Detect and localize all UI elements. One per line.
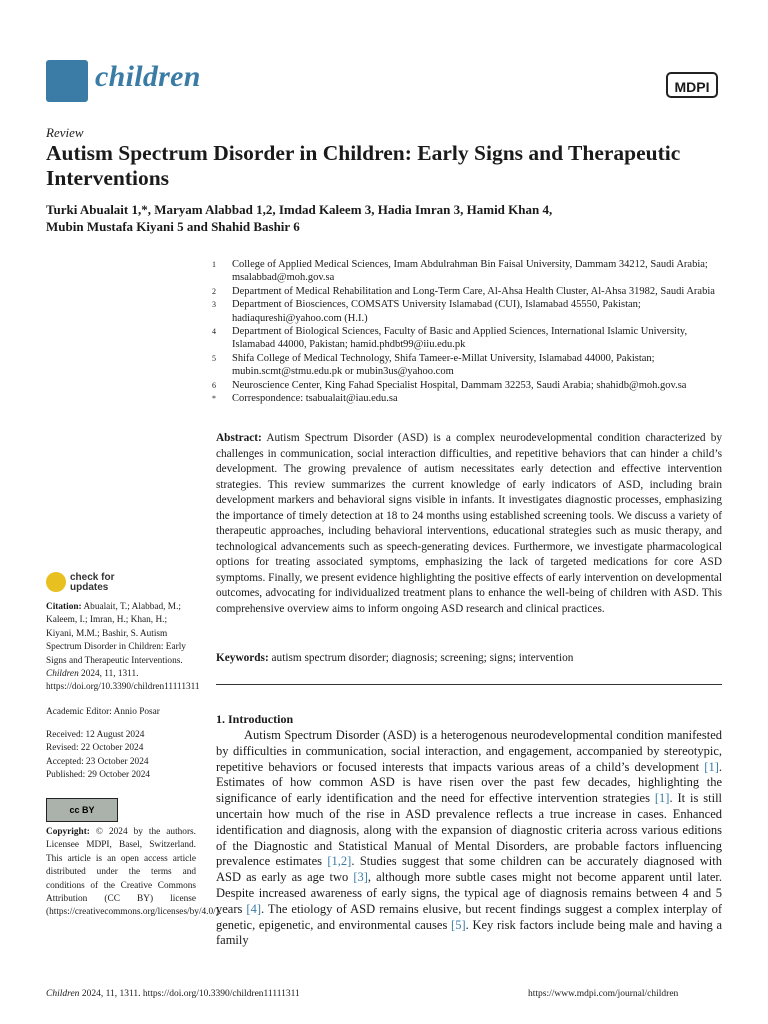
journal-logo-icon	[46, 60, 88, 102]
article-type: Review	[46, 125, 84, 140]
affiliation-item: 4 Department of Biological Sciences, Faculty of Basic and Applied Sciences, International Islamic University, Islamabad 44000, Pakistan; hamid.phdbt99@iiu.edu.pk	[212, 326, 688, 351]
citation-link[interactable]: [1,2]	[327, 854, 352, 869]
citation-link[interactable]: [4]	[246, 901, 261, 916]
author-list	[46, 201, 726, 235]
journal-name: children	[95, 60, 201, 93]
abstract-label: Abstract:	[216, 432, 262, 444]
affiliations	[212, 258, 722, 405]
publisher-logo: MDPI	[666, 72, 718, 98]
copyright-label: Copyright:	[46, 827, 90, 837]
section-heading: 1. Introduction	[216, 712, 294, 726]
keywords	[216, 652, 722, 664]
abstract-text: Autism Spectrum Disorder (ASD) is a complex neurodevelopmental condition characterized by challenges in communication, social interaction difficulties, and repetitive behaviors that can hinder a child’s development. The growing prevalence of autism necessitates early detection and effective intervention strategies. This review summarizes the current knowledge of early indicators of ASD, including brain development markers and behavioral signs visible in infants. It investigates diagnostic processes, emphasizing the importance of timely detection at 18 to 24 months using established screening tools. We discuss a variety of therapeutic approaches, including behavioral interventions, educational strategies such as music therapy, and technological advancements such as speech-generating devices. Furthermore, we investigate pharmacological options for treating associated symptoms, emphasizing the lack of targeted medications for core ASD symptoms. Finally, we present evidence highlighting the positive effects of early intervention on developmental outcomes, advocating for individualized treatment plans to enhance the well-being of children with ASD. This comprehensive overview aims to inform ongoing ASD research and clinical practices.	[216, 432, 723, 615]
date-received: Received: 12 August 2024	[46, 730, 145, 740]
cc-license-icon[interactable]: cc BY	[46, 798, 118, 822]
citation-link[interactable]: [5]	[451, 917, 466, 932]
affiliation-item: 3 Department of Biosciences, COMSATS University Islamabad (CUI), Islamabad 45550, Pakistan; hadiaqureshi@yahoo.com (H.I.)	[212, 299, 641, 324]
affiliation-item: 6 Neuroscience Center, King Fahad Specialist Hospital, Dammam 32253, Saudi Arabia; shahidb@moh.gov.sa	[212, 379, 687, 391]
footer-doi-link[interactable]: 2024, 11, 1311. https://doi.org/10.3390/children11111311	[81, 989, 300, 999]
author-line-1: Turki Abualait 1,*, Maryam Alabbad 1,2, Imdad Kaleem 3, Hadia Imran 3, Hamid Khan 4,	[46, 202, 553, 217]
copyright: Copyright: © 2024 by the authors. Licensee MDPI, Basel, Switzerland. This article is an open access article distributed under the terms and conditions of the Creative Commons Attribution (CC BY) license (https://creativecommons.org/licenses/by/4.0/).	[46, 827, 222, 918]
footer-journal-link[interactable]: https://www.mdpi.com/journal/children	[528, 989, 679, 999]
date-accepted: Accepted: 23 October 2024	[46, 756, 149, 767]
divider	[216, 684, 722, 685]
abstract	[216, 431, 722, 617]
citation-doi-link[interactable]: 2024, 11, 1311. https://doi.org/10.3390/children11111311	[46, 669, 200, 693]
article-title: Autism Spectrum Disorder in Children: Early Signs and Therapeutic Interventions	[46, 141, 681, 190]
intro-paragraph: Autism Spectrum Disorder (ASD) is a heterogenous neurodevelopmental condition manifested by difficulties in communication, social interaction, and engagement, accompanied by stereotypic, repetitive behaviors or focused interests that impacts various areas of a child’s development [1]. Estimates of how common ASD is have risen over the past few decades, highlighting the significance of early identification and the need for effective intervention strategies [1]. It is still uncertain how much of the rise in ASD prevalence reflects a true increase in cases. Enhanced identification and diagnosis, along with the expansion of diagnostic criteria across various editions of the Diagnostic and Statistical Manual of Mental Disorders, are probable factors influencing prevalence estimates [1,2]. Studies suggest that some children can be accurately diagnosed with ASD as early as age two [3], although more subtle cases might not become apparent until later. Despite increased awareness of early signs, the typical age of diagnosis remains between 4 and 5 years [4]. The etiology of ASD remains elusive, but recent findings suggest a complex interplay of genetic, epigenetic, and environmental causes [5]. Key risk factors include being male and having a family	[216, 728, 723, 948]
author-line-2: Mubin Mustafa Kiyani 5 and Shahid Bashir 6	[46, 219, 300, 234]
date-revised: Revised: 22 October 2024	[46, 743, 144, 754]
keywords-label: Keywords:	[216, 652, 269, 664]
citation-link[interactable]: [1]	[704, 759, 719, 774]
affiliation-item: 1 College of Applied Medical Sciences, Imam Abdulrahman Bin Faisal University, Dammam 34212, Saudi Arabia; msalabbad@moh.gov.sa	[212, 259, 708, 284]
date-published: Published: 29 October 2024	[46, 770, 151, 781]
citation-link[interactable]: [3]	[353, 870, 368, 885]
citation-link[interactable]: [1]	[654, 791, 670, 806]
affiliation-item: * Correspondence: tsabualait@iau.edu.sa	[212, 393, 398, 405]
citation: Citation: Abualait, T.; Alabbad, M.; Kaleem, I.; Imran, H.; Khan, H.; Kiyani, M.M.; Bashir, S. Autism Spectrum Disorder in Children: Early Signs and Therapeutic Interventions. Children 2024, 11, 1311. https://doi.org/10.3390/children11111311	[46, 602, 200, 693]
citation-label: Citation:	[46, 602, 82, 612]
affiliation-item: 5 Shifa College of Medical Technology, Shifa Tameer-e-Millat University, Islamabad 44000, Pakistan; mubin.scmt@stmu.edu.pk or mubin3us@yahoo.com	[212, 352, 655, 378]
academic-editor: Academic Editor: Annio Posar	[46, 707, 160, 717]
check-for-updates-button[interactable]: check for updates	[46, 572, 166, 600]
keywords-text: autism spectrum disorder; diagnosis; screening; signs; intervention	[271, 652, 574, 664]
affiliation-item: 2 Department of Medical Rehabilitation and Long-Term Care, Al-Ahsa Health Cluster, Al-Ahsa 31982, Saudi Arabia	[212, 285, 715, 297]
footer-citation: Children 2024, 11, 1311. https://doi.org/10.3390/children11111311	[46, 989, 300, 999]
publication-dates	[46, 729, 150, 783]
check-updates-icon	[46, 572, 66, 592]
